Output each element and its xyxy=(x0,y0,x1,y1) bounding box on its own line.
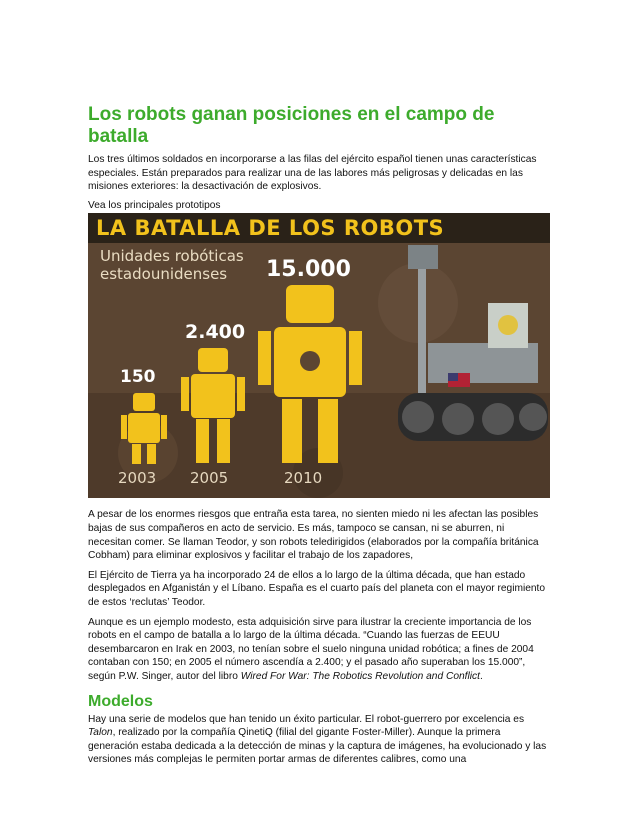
year-2010: 2010 xyxy=(284,469,323,488)
infographic-subtitle: Unidades robóticas estadounidenses xyxy=(100,247,244,284)
robots-infographic xyxy=(88,213,550,498)
paragraph-4-start: Hay una serie de modelos que han tenido un éxito particular. El robot-guerrero por excelencia es xyxy=(88,713,525,725)
book-title: Wired For War: The Robotics Revolution and Conflict xyxy=(240,670,480,682)
section-heading: Modelos xyxy=(88,692,153,710)
intro-paragraph: Los tres últimos soldados en incorporarse a las filas del ejército español tienen unas características especiales. Están preparados para realizar una de las labores más peligrosas y delicadas en las misiones exteriores: la desactivación de explosivos. xyxy=(88,154,537,193)
infographic-title xyxy=(88,213,550,243)
article xyxy=(88,104,550,767)
count-2010: 15.000 xyxy=(266,257,351,283)
year-2003: 2003 xyxy=(118,469,157,488)
paragraph-4 xyxy=(88,713,550,767)
prototypes-link[interactable]: Vea los principales prototipos xyxy=(88,199,221,211)
year-2005: 2005 xyxy=(190,469,229,488)
infographic-title-text: LA BATALLA DE LOS ROBOTS xyxy=(96,216,445,241)
paragraph-3-end: . xyxy=(479,670,483,682)
article-title: Los robots ganan posiciones en el campo de batalla xyxy=(88,104,495,147)
count-2005: 2.400 xyxy=(185,321,246,344)
paragraph-3-text: Aunque es un ejemplo modesto, esta adquisición sirve para ilustrar la creciente importancia de los robots en el campo de batalla a lo largo de la última década. “Cuando las fuerzas de EEUU desembarcaron en Irak en 2003, no tenían sobre el suelo ninguna unidad robótica; a fines de 2004 contaban con 150; en 2005 el número ascendía a 2.400; y el pasado año superaban los 15.000”, según P.W. Singer, autor del libro xyxy=(88,616,534,682)
talon-name: Talon xyxy=(88,727,113,739)
paragraph-1: A pesar de los enormes riesgos que entraña esta tarea, no sienten miedo ni les afectan las posibles bajas de sus compañeros en acto de servicio. Es más, tampoco se cansan, ni se aburren, ni necesitan comer. Se llaman Teodor, y son robots teledirigidos (elaborados por la compañía británica Cobham) para eliminar explosivos y facilitar el trabajo de los zapadores, xyxy=(88,509,539,562)
paragraph-3 xyxy=(88,616,550,684)
paragraph-4-rest: , realizado por la compañía QinetiQ (filial del gigante Foster-Miller). Aunque la primera generación estaba dedicada a la detección de minas y la captura de imágenes, ha evolucionado y las versiones más complejas le permiten portar armas de diferentes calibres, como una xyxy=(88,727,547,766)
count-2003: 150 xyxy=(120,367,156,388)
paragraph-2: El Ejército de Tierra ya ha incorporado 24 de ellos a lo largo de la última década, que han estado desplegados en Afganistán y el Líbano. España es el cuarto país del planeta con el mayor regimiento de estos ‘reclutas’ Teodor. xyxy=(88,569,546,608)
